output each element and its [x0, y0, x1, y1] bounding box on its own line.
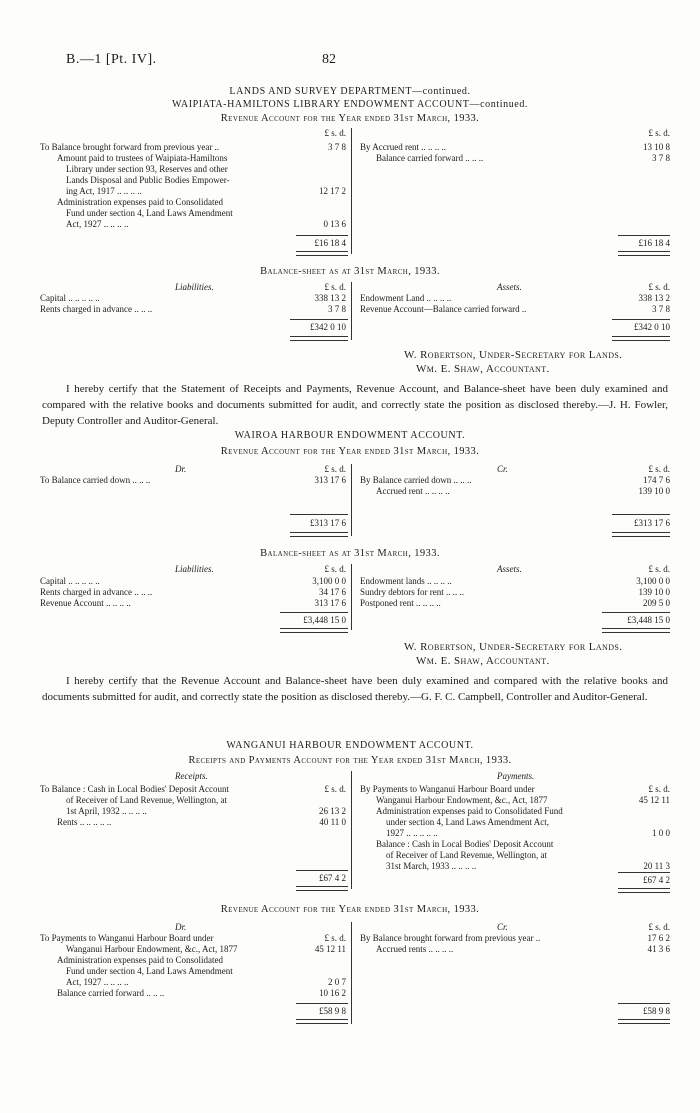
s3-cr-row: By Balance brought forward from previous year .. — [360, 933, 541, 943]
s1-cr-row: By Accrued rent .. .. .. .. — [360, 142, 446, 152]
s1-cr-currency: £ s. d. — [648, 128, 670, 138]
s3-cr-row: Accrued rents .. .. .. .. — [376, 944, 454, 954]
s1-dr-amount: 0 13 6 — [323, 219, 346, 229]
s2-cr-amount: 139 10 0 — [638, 486, 670, 496]
s2-dr-head: Dr. — [175, 464, 187, 474]
s2-title: WAIROA HARBOUR ENDOWMENT ACCOUNT. — [234, 430, 466, 441]
s2-liability-row: Revenue Account .. .. .. .. — [40, 598, 131, 608]
s1-signature-undersecretary: W. Robertson, Under-Secretary for Lands. — [404, 349, 623, 361]
s3-cr-amount: 17 6 2 — [647, 933, 670, 943]
s2-asset-row: Sundry debtors for rent .. .. .. — [360, 587, 464, 597]
s1-dr-total: £16 18 4 — [314, 238, 346, 248]
s3-payment-row: 31st March, 1933 .. .. .. .. — [386, 861, 477, 871]
s1-cr-total: £16 18 4 — [638, 238, 670, 248]
s2-cr-head: Cr. — [497, 464, 508, 474]
s3-payment-row: under section 4, Land Laws Amendment Act, — [386, 817, 549, 827]
s3-dr-row: Fund under section 4, Land Laws Amendment — [66, 966, 233, 976]
s3-payment-row: Balance : Cash in Local Bodies' Deposit Account — [376, 839, 554, 849]
s2-audit-certificate: I hereby certify that the Revenue Account and Balance-sheet have been duly examined and compared with the relative books and documents submitted for audit, and correctly state the position as disclosed thereby.—G. F. C. Campbell, Controller and Auditor-General. — [42, 675, 668, 703]
s3-payment-row: Administration expenses paid to Consolidated Fund — [376, 806, 563, 816]
s2-asset-amount: 3,100 0 0 — [636, 576, 670, 586]
s1-liability-amount: 3 7 8 — [328, 304, 346, 314]
s1-dr-currency: £ s. d. — [324, 128, 346, 138]
s2-dr-total: £313 17 6 — [310, 518, 346, 528]
s1-liabilities-total: £342 0 10 — [310, 322, 346, 332]
s1-title: WAIPIATA-HAMILTONS LIBRARY ENDOWMENT ACCOUNT—continued. — [171, 99, 529, 110]
s3-receipts-head: Receipts. — [175, 771, 208, 781]
s2-balance-sheet-title: Balance-sheet as at 31st March, 1933. — [260, 548, 440, 559]
s2-asset-row: Postponed rent .. .. .. .. — [360, 598, 441, 608]
s1-dr-row: Amount paid to trustees of Waipiata-Hamiltons — [57, 153, 228, 163]
s2-dr-row: To Balance carried down .. .. .. — [40, 475, 151, 485]
s2-dr-amount: 313 17 6 — [314, 475, 346, 485]
document-reference: B.—1 [Pt. IV]. — [66, 52, 157, 67]
s2-liability-row: Capital .. .. .. .. .. — [40, 576, 100, 586]
s3-receipt-amount: 40 11 0 — [319, 817, 346, 827]
s2-revenue-title: Revenue Account for the Year ended 31st March, 1933. — [220, 446, 480, 457]
s3-revenue-title: Revenue Account for the Year ended 31st March, 1933. — [220, 904, 480, 915]
s1-dr-row: Act, 1927 .. .. .. .. — [66, 219, 129, 229]
s3-title: WANGANUI HARBOUR ENDOWMENT ACCOUNT. — [226, 740, 474, 751]
s2-assets-total: £3,448 15 0 — [627, 615, 670, 625]
s3-payment-amount: 45 12 11 — [638, 795, 670, 805]
s3-receipt-amount: 26 13 2 — [319, 806, 346, 816]
s3-dr-row: Administration expenses paid to Consolidated — [57, 955, 223, 965]
s1-revenue-title: Revenue Account for the Year ended 31st March, 1933. — [220, 113, 480, 124]
s2-liability-row: Rents charged in advance .. .. .. — [40, 587, 153, 597]
s3-receipt-row: Rents .. .. .. .. .. — [57, 817, 112, 827]
s1-signature-accountant: Wm. E. Shaw, Accountant. — [416, 363, 550, 375]
s1-dr-row: To Balance brought forward from previous year .. — [40, 142, 220, 152]
s1-bs-currency: £ s. d. — [324, 282, 346, 292]
s3-dr-amount: 10 16 2 — [319, 988, 346, 998]
s3-payment-row: of Receiver of Land Revenue, Wellington, at — [386, 850, 548, 860]
s3-payments-head: Payments. — [497, 771, 535, 781]
s1-dr-row: ing Act, 1917 .. .. .. .. — [66, 186, 142, 196]
s2-bs-currency: £ s. d. — [648, 564, 670, 574]
s3-dr-currency: £ s. d. — [324, 933, 346, 943]
s2-assets-head: Assets. — [497, 564, 522, 574]
s1-liability-amount: 338 13 2 — [314, 293, 346, 303]
s3-payments-total: £67 4 2 — [643, 875, 670, 885]
s3-payment-row: By Payments to Wanganui Harbour Board under — [360, 784, 535, 794]
s3-dr-row: Balance carried forward .. .. .. — [57, 988, 165, 998]
s1-assets-total: £342 0 10 — [634, 322, 670, 332]
s3-receipt-row: 1st April, 1932 .. .. .. .. — [66, 806, 147, 816]
s2-liabilities-head: Liabilities. — [175, 564, 214, 574]
s1-dr-row: Administration expenses paid to Consolidated — [57, 197, 223, 207]
s1-cr-row: Balance carried forward .. .. .. — [376, 153, 484, 163]
s1-cr-amount: 3 7 8 — [652, 153, 670, 163]
s2-cr-currency: £ s. d. — [648, 464, 670, 474]
page-number: 82 — [322, 52, 336, 67]
s3-rec-currency: £ s. d. — [324, 784, 346, 794]
s3-receipt-row: To Balance : Cash in Local Bodies' Deposit Account — [40, 784, 229, 794]
s2-bs-currency: £ s. d. — [324, 564, 346, 574]
s1-dr-row: Lands Disposal and Public Bodies Empower- — [66, 175, 230, 185]
s3-dr-head: Dr. — [175, 922, 187, 932]
s3-payment-row: 1927 .. .. .. .. .. — [386, 828, 438, 838]
s1-bs-currency: £ s. d. — [648, 282, 670, 292]
s3-cr-amount: 41 3 6 — [647, 944, 670, 954]
s3-cr-head: Cr. — [497, 922, 508, 932]
s1-dr-amount: 3 7 8 — [328, 142, 346, 152]
s2-cr-total: £313 17 6 — [634, 518, 670, 528]
s2-signature-accountant: Wm. E. Shaw, Accountant. — [416, 655, 550, 667]
s1-asset-amount: 3 7 8 — [652, 304, 670, 314]
s1-dr-row: Fund under section 4, Land Laws Amendment — [66, 208, 233, 218]
s1-assets-head: Assets. — [497, 282, 522, 292]
s2-cr-row: Accrued rent .. .. .. .. — [376, 486, 450, 496]
s3-dr-amount: 2 0 7 — [328, 977, 346, 987]
s2-cr-row: By Balance carried down .. .. .. — [360, 475, 472, 485]
s3-dr-row: Act, 1927 .. .. .. .. — [66, 977, 129, 987]
s3-receipt-row: of Receiver of Land Revenue, Wellington, at — [66, 795, 228, 805]
s3-payment-row: Wanganui Harbour Endowment, &c., Act, 1877 — [376, 795, 548, 805]
s3-dr-total: £58 9 8 — [319, 1006, 346, 1016]
s1-balance-sheet-title: Balance-sheet as at 31st March, 1933. — [260, 266, 440, 277]
s1-divider — [351, 128, 352, 254]
s1-asset-row: Endowment Land .. .. .. .. — [360, 293, 452, 303]
s1-liability-row: Rents charged in advance .. .. .. — [40, 304, 153, 314]
s1-asset-row: Revenue Account—Balance carried forward .. — [360, 304, 527, 314]
s3-pay-currency: £ s. d. — [648, 784, 670, 794]
s2-asset-amount: 209 5 0 — [643, 598, 670, 608]
s3-payment-amount: 1 0 0 — [652, 828, 670, 838]
s2-liabilities-total: £3,448 15 0 — [303, 615, 346, 625]
s2-liability-amount: 34 17 6 — [319, 587, 346, 597]
s2-liability-amount: 313 17 6 — [314, 598, 346, 608]
s1-asset-amount: 338 13 2 — [638, 293, 670, 303]
s3-cr-total: £58 9 8 — [643, 1006, 670, 1016]
s1-dr-row: Library under section 93, Reserves and other — [66, 164, 228, 174]
s2-liability-amount: 3,100 0 0 — [312, 576, 346, 586]
s1-liability-row: Capital .. .. .. .. .. — [40, 293, 100, 303]
s2-dr-currency: £ s. d. — [324, 464, 346, 474]
s3-receipts-total: £67 4 2 — [319, 873, 346, 883]
department-title: LANDS AND SURVEY DEPARTMENT—continued. — [229, 86, 471, 97]
s1-cr-amount: 13 10 8 — [643, 142, 670, 152]
s2-cr-amount: 174 7 6 — [643, 475, 670, 485]
s1-dr-amount: 12 17 2 — [319, 186, 346, 196]
s3-payment-amount: 20 11 3 — [643, 861, 670, 871]
s3-dr-row: To Payments to Wanganui Harbour Board under — [40, 933, 214, 943]
s3-cr-currency: £ s. d. — [648, 922, 670, 932]
s2-asset-row: Endowment lands .. .. .. .. — [360, 576, 452, 586]
s1-liabilities-head: Liabilities. — [175, 282, 214, 292]
s3-dr-row: Wanganui Harbour Endowment, &c., Act, 1877 — [66, 944, 238, 954]
s3-dr-amount: 45 12 11 — [314, 944, 346, 954]
s3-receipts-payments-title: Receipts and Payments Account for the Year ended 31st March, 1933. — [188, 755, 512, 766]
s1-audit-certificate: I hereby certify that the Statement of Receipts and Payments, Revenue Account, and Balance-sheet have been duly examined and compared with the relative books and documents submitted for audit, and correctly state the position as disclosed thereby.—J. H. Fowler, Deputy Controller and Auditor-General. — [42, 383, 668, 427]
s2-signature-undersecretary: W. Robertson, Under-Secretary for Lands. — [404, 641, 623, 653]
s2-asset-amount: 139 10 0 — [638, 587, 670, 597]
